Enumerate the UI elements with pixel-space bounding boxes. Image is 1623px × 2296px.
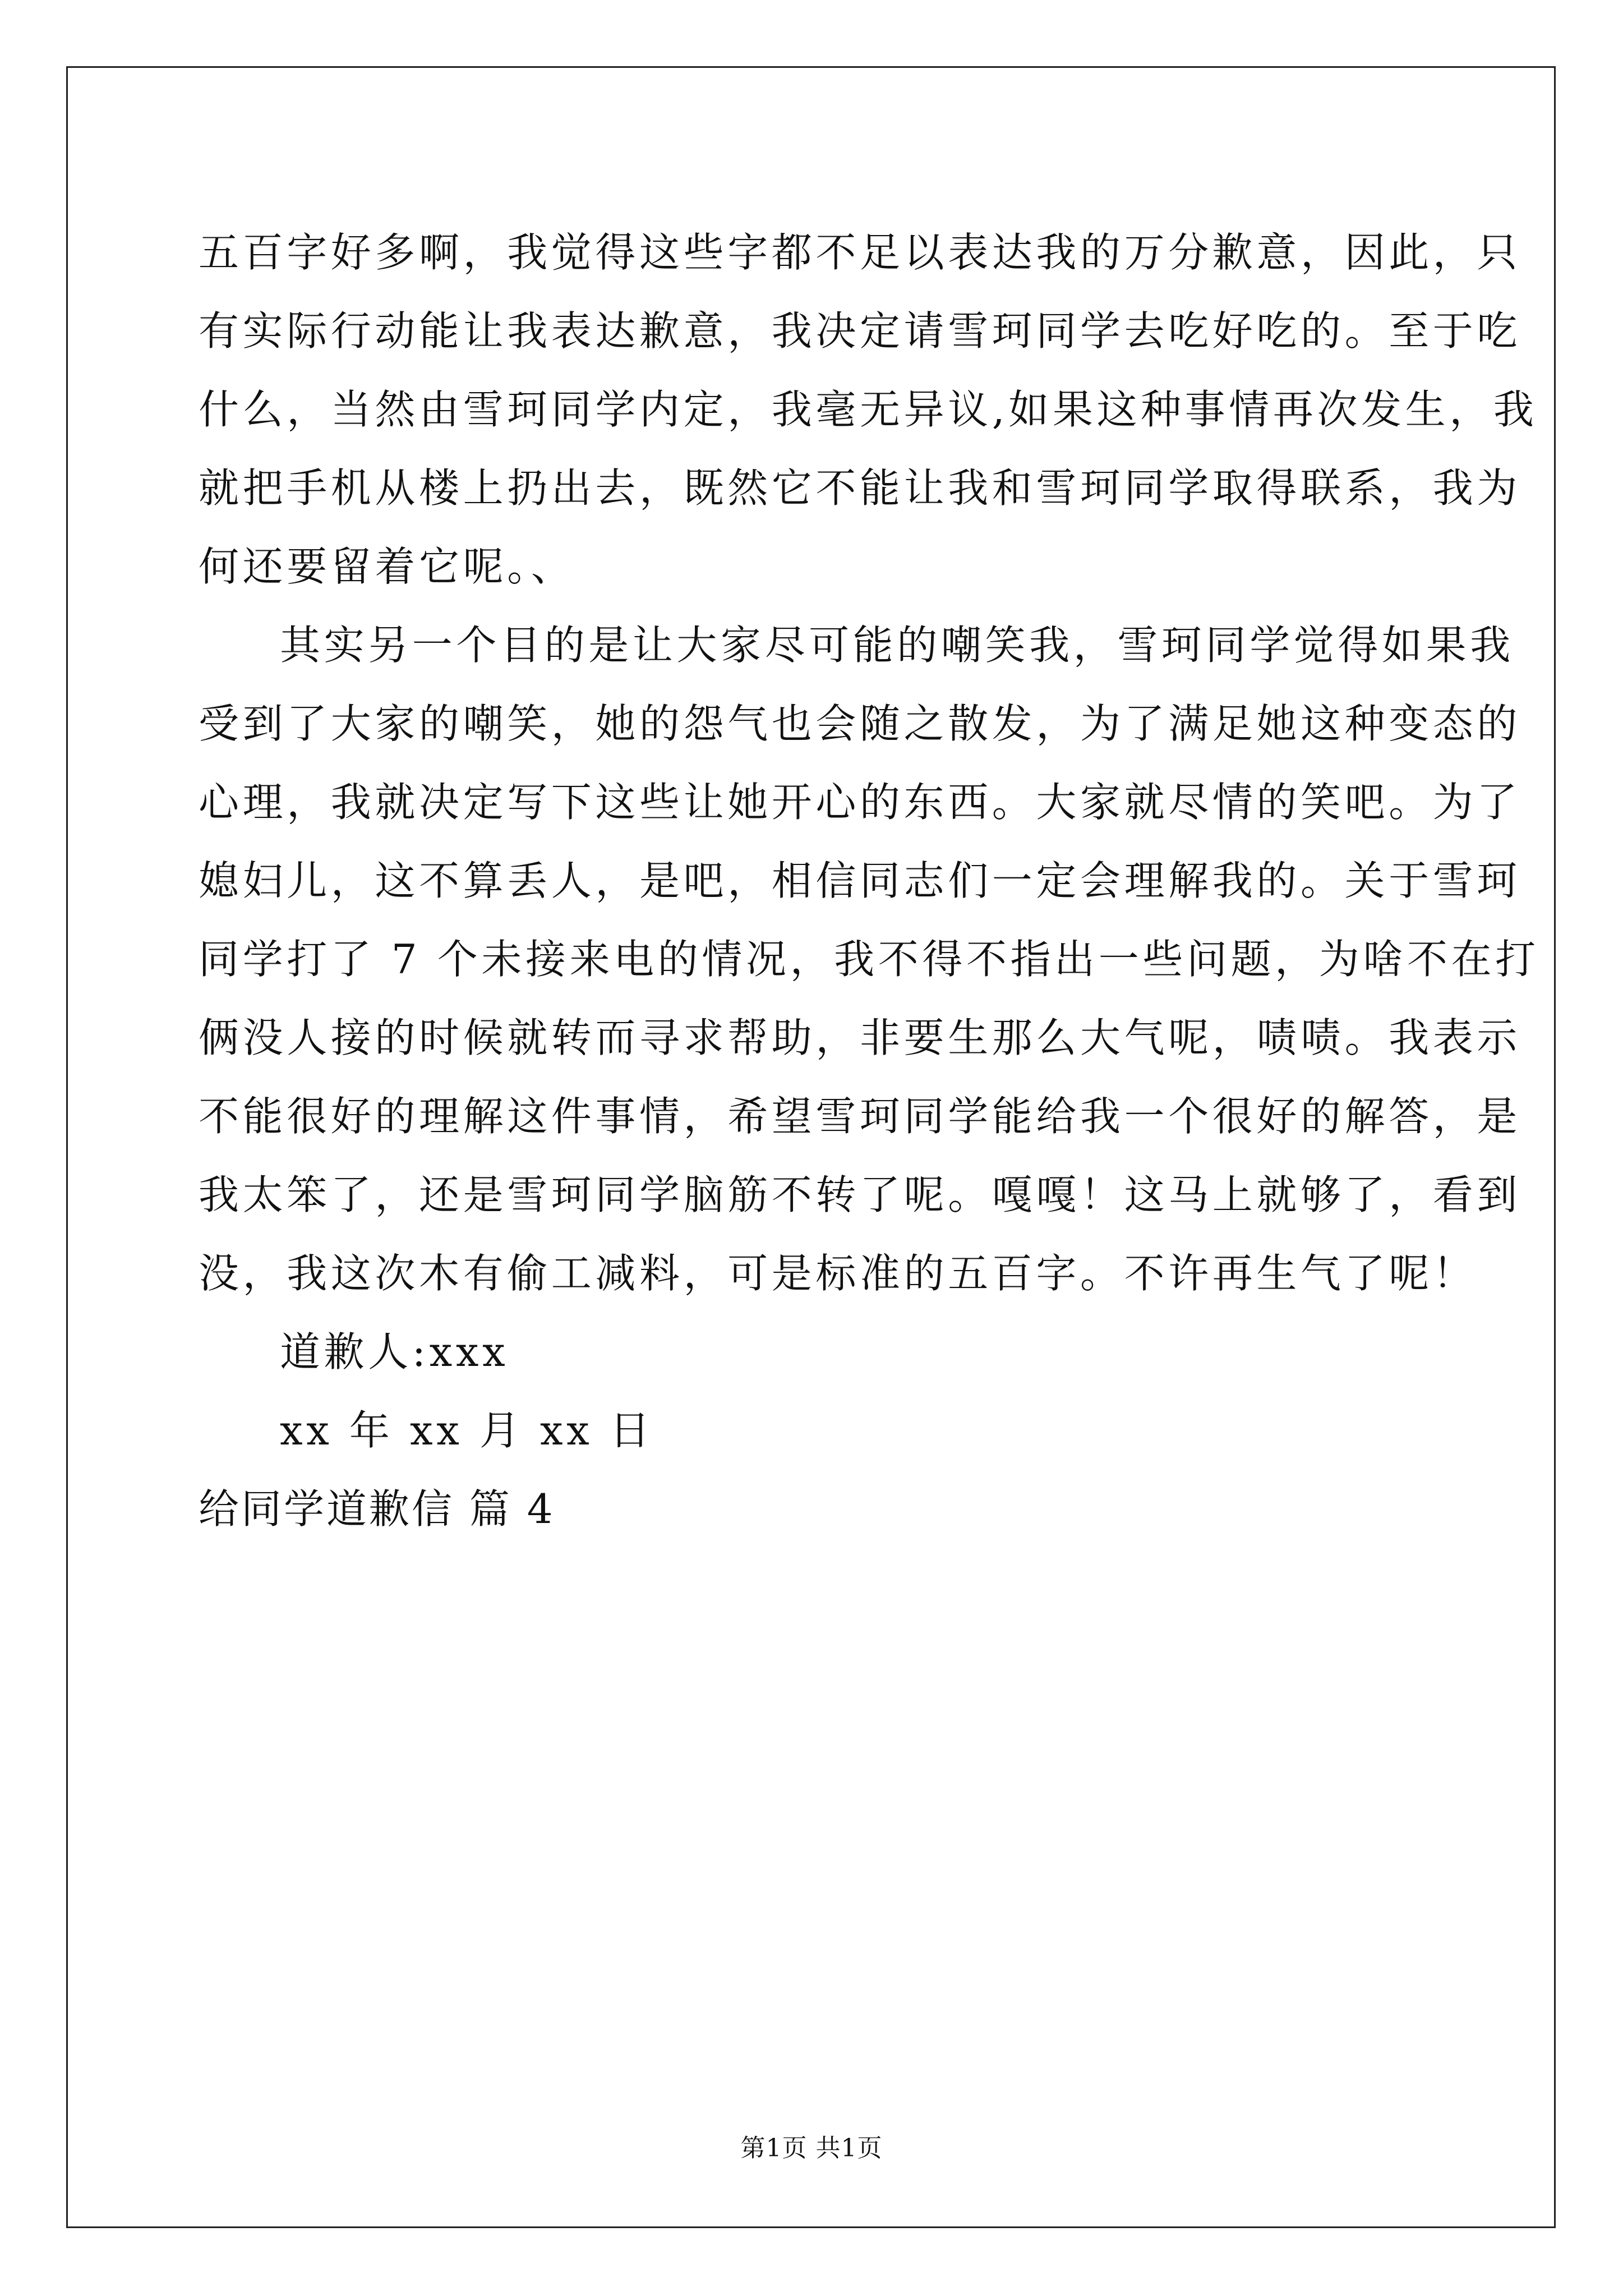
text-line: 同学打了 7 个未接来电的情况，我不得不指出一些问题，为啥不在打: [199, 936, 1539, 983]
text-line: 就把手机从楼上扔出去，既然它不能让我和雪珂同学取得联系，我为: [199, 464, 1521, 512]
text-line: 受到了大家的嘲笑，她的怨气也会随之散发，为了满足她这种变态的: [199, 700, 1521, 747]
text-line: 没，我这次木有偷工减料，可是标准的五百字。不许再生气了呢！: [199, 1250, 1477, 1297]
text-line: 媳妇儿，这不算丢人，是吧，相信同志们一定会理解我的。关于雪珂: [199, 857, 1521, 904]
document-body: [199, 213, 1539, 1548]
paragraph-1: [199, 213, 1538, 606]
page-footer: 第1页 共1页: [740, 2134, 883, 2162]
text-line: 何还要留着它呢。、: [199, 543, 575, 590]
signature: 道歉人:xxx: [280, 1328, 509, 1375]
text-line: 什么，当然由雪珂同学内定，我毫无异议,如果这种事情再次发生，我: [199, 386, 1538, 433]
section-heading: 给同学道歉信 篇 4: [199, 1485, 555, 1533]
text-line: 我太笨了，还是雪珂同学脑筋不转了呢。嘎嘎！这马上就够了，看到: [199, 1171, 1521, 1218]
paragraph-2: [199, 606, 1539, 1313]
text-line: 心理，我就决定写下这些让她开心的东西。大家就尽情的笑吧。为了: [199, 779, 1521, 826]
text-line: 五百字好多啊，我觉得这些字都不足以表达我的万分歉意，因此，只: [199, 229, 1521, 276]
text-line: 不能很好的理解这件事情，希望雪珂同学能给我一个很好的解答，是: [199, 1093, 1521, 1140]
text-line: 其实另一个目的是让大家尽可能的嘲笑我，雪珂同学觉得如果我: [280, 622, 1514, 669]
text-line: 有实际行动能让我表达歉意，我决定请雪珂同学去吃好吃的。至于吃: [199, 307, 1521, 355]
date: xx 年 xx 月 xx 日: [280, 1407, 654, 1454]
text-line: 俩没人接的时候就转而寻求帮助，非要生那么大气呢，啧啧。我表示: [199, 1014, 1521, 1061]
